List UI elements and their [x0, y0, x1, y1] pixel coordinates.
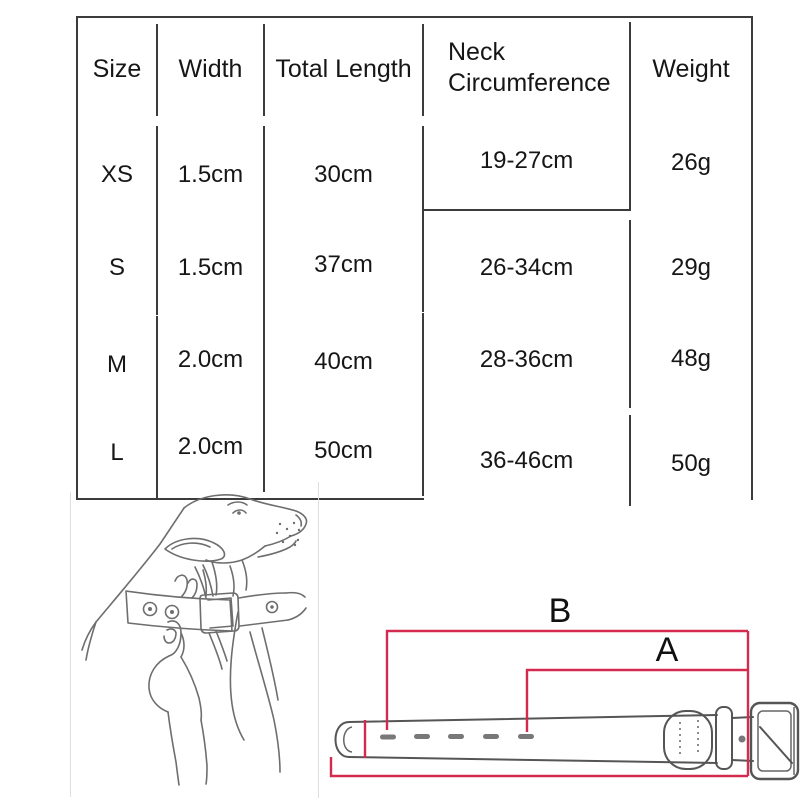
cell-l-size: L [78, 407, 158, 498]
cell-m-size: M [78, 316, 158, 413]
header-size: Size [78, 24, 158, 116]
cell-m-width: 2.0cm [158, 311, 265, 408]
dog-collar-fit-illustration [82, 495, 307, 785]
cell-xs-weight: 26g [631, 114, 751, 211]
table-header-row [78, 18, 751, 112]
cell-m-weight: 48g [631, 310, 751, 407]
measure-label-a: A [655, 631, 679, 669]
collar-measurement-diagram [331, 592, 798, 779]
cell-s-total-length: 37cm [265, 217, 424, 312]
table-row-m [78, 308, 751, 407]
cell-xs-neck-circumference: 19-27cm [424, 112, 631, 209]
cell-l-total-length: 50cm [265, 405, 424, 496]
header-weight: Weight [631, 24, 751, 116]
cell-l-width: 2.0cm [158, 401, 265, 492]
buckle-prong [760, 727, 792, 763]
header-width: Width [158, 24, 265, 116]
measure-label-b: B [548, 592, 572, 630]
cell-s-size: S [78, 220, 158, 315]
cell-s-width: 1.5cm [158, 220, 265, 315]
cell-m-total-length: 40cm [265, 313, 424, 410]
measure-line-a [527, 670, 748, 732]
cell-l-weight: 50g [631, 418, 751, 509]
bottom-artwork [0, 480, 800, 800]
cell-s-weight: 29g [631, 220, 751, 315]
measurement-lines [331, 631, 748, 776]
keeper-loop [664, 711, 712, 769]
cell-s-neck-circumference: 26-34cm [424, 220, 631, 315]
collar-holes [380, 734, 534, 740]
collar-buckle [751, 703, 798, 779]
cell-xs-width: 1.5cm [158, 126, 265, 223]
table-row-s [78, 211, 751, 308]
cell-xs-size: XS [78, 126, 158, 223]
cell-xs-total-length: 30cm [265, 126, 424, 223]
size-chart-table [76, 16, 753, 500]
dog-collar-band [126, 591, 306, 633]
strap-hole-dot [739, 736, 746, 743]
cell-m-neck-circumference: 28-36cm [424, 311, 631, 408]
table-row-xs [78, 112, 751, 211]
keeper-bar [716, 707, 732, 769]
header-total-length: Total Length [265, 24, 424, 116]
header-neck-circumference: Neck Circumference [424, 22, 631, 114]
cell-l-neck-circumference: 36-46cm [424, 415, 631, 506]
